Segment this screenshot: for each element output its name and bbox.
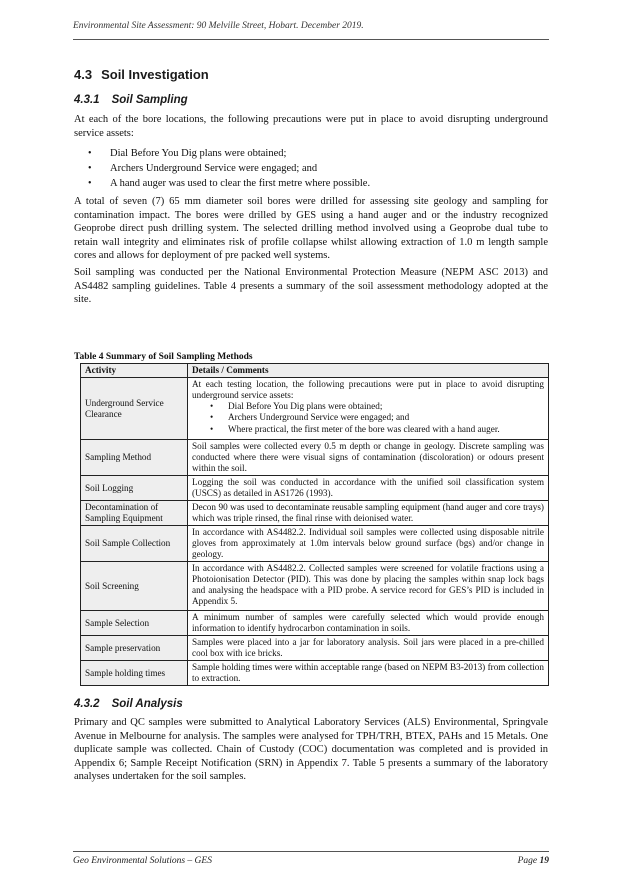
subsection-title: Soil Sampling (111, 94, 188, 106)
table-row (81, 636, 549, 661)
subsection-number: 4.3.2 (74, 698, 100, 710)
column-header-details: Details / Comments (188, 364, 549, 378)
subsection-title: Soil Analysis (111, 698, 183, 710)
table-row (81, 661, 549, 686)
intro-paragraph: At each of the bore locations, the following precautions were put in place to avoid disrupting underground service assets: (74, 114, 548, 139)
list-item: • Archers Underground Service were engaged; and (88, 162, 528, 177)
running-header: Environmental Site Assessment: 90 Melville Street, Hobart. December 2019. (73, 21, 364, 31)
table-header-row (81, 364, 549, 378)
table-row (81, 526, 549, 562)
details-list (192, 401, 544, 435)
page-label: Page (517, 856, 538, 866)
table-row (81, 378, 549, 440)
activity-cell: Sample Selection (81, 611, 188, 636)
table-row (81, 440, 549, 476)
page-number (518, 856, 549, 866)
column-header-activity: Activity (81, 364, 188, 378)
precaution-list (88, 147, 528, 191)
details-text: At each testing location, the following precautions were put in place to avoid disrupting underground service assets: (192, 379, 544, 400)
section-title: Soil Investigation (101, 67, 209, 82)
activity-cell: Decontamination of Sampling Equipment (81, 501, 188, 526)
activity-cell: Soil Logging (81, 476, 188, 501)
list-item: • Dial Before You Dig plans were obtained; (88, 147, 528, 162)
details-cell: Soil samples were collected every 0.5 m depth or change in geology. Discrete sampling was conducted where there were visual signs of contamination (discoloration) or odours present within the soil. (188, 440, 549, 476)
details-cell (188, 378, 549, 440)
subsection-heading-soil-sampling (74, 94, 188, 106)
table-row (81, 476, 549, 501)
footer-rule (73, 851, 549, 852)
list-item: • A hand auger was used to clear the first metre where possible. (88, 177, 528, 192)
subsection-heading-soil-analysis (74, 698, 183, 710)
details-cell: Sample holding times were within acceptable range (based on NEPM B3-2013) from collection to extraction. (188, 661, 549, 686)
section-heading (74, 67, 209, 82)
activity-cell: Soil Sample Collection (81, 526, 188, 562)
activity-cell: Underground Service Clearance (81, 378, 188, 440)
activity-cell: Soil Screening (81, 562, 188, 611)
page-number-value: 19 (539, 856, 549, 866)
table-row (81, 562, 549, 611)
activity-cell: Sampling Method (81, 440, 188, 476)
list-item: • Archers Underground Service were engaged; and (210, 412, 544, 423)
bores-paragraph: A total of seven (7) 65 mm diameter soil bores were drilled for assessing site geology and sampling for contamination impact. The bores were drilled by GES using a hand auger and or the industry recognized Geoprobe direct push drilling system. The selected drilling method involved using a Geoprobe dual tube to retain wall integrity and eliminates risk of profile collapse whilst allowing extraction of 1.0 m length sample cores and allows for deployment of pre packed well systems. (74, 196, 548, 262)
table-row (81, 501, 549, 526)
table-caption: Table 4 Summary of Soil Sampling Methods (74, 352, 253, 362)
list-item: • Where practical, the first meter of the bore was cleared with a hand auger. (210, 424, 544, 435)
analysis-paragraph: Primary and QC samples were submitted to Analytical Laboratory Services (ALS) Environmental, Springvale Avenue in Melbourne for analysis. The samples were analysed for TPH/TRH, BTEX, PAHs and 15 Metals. One duplicate sample was collected. Chain of Custody (COC) documentation was completed and is provided in Appendix 6; Sample Receipt Notification (SRN) in Appendix 7. Table 5 presents a summary of the laboratory analyses undertaken for the soil samples. (74, 717, 548, 783)
details-cell: Samples were placed into a jar for laboratory analysis. Soil jars were placed in a pre-chilled cool box with ice bricks. (188, 636, 549, 661)
header-rule (73, 39, 549, 40)
subsection-number: 4.3.1 (74, 94, 100, 106)
details-cell: Logging the soil was conducted in accordance with the unified soil classification system (USCS) as detailed in AS1726 (1993). (188, 476, 549, 501)
details-cell: A minimum number of samples were carefully selected which would provide enough information to identify hydrocarbon contamination in soils. (188, 611, 549, 636)
details-cell: In accordance with AS4482.2. Collected samples were screened for volatile fractions using a Photoionisation Detector (PID). This was done by placing the samples within snap lock bags and analysing the headspace with a PID probe. A service record for GES’s PID is included in Appendix 5. (188, 562, 549, 611)
table-row (81, 611, 549, 636)
details-cell: In accordance with AS4482.2. Individual soil samples were collected using disposable nitrile gloves from approximately at 1.0m intervals below ground surface (bgs) and/or change in geology. (188, 526, 549, 562)
guidelines-paragraph: Soil sampling was conducted per the National Environmental Protection Measure (NEPM ASC 2013) and AS4482 sampling guidelines. Table 4 presents a summary of the soil assessment methodology adopted at the site. (74, 267, 548, 306)
soil-sampling-methods-table (80, 363, 549, 686)
footer-company: Geo Environmental Solutions – GES (73, 856, 212, 866)
activity-cell: Sample holding times (81, 661, 188, 686)
activity-cell: Sample preservation (81, 636, 188, 661)
section-number: 4.3 (74, 67, 93, 82)
details-cell: Decon 90 was used to decontaminate reusable sampling equipment (hand auger and core trays) which was triple rinsed, the final rinse with deionised water. (188, 501, 549, 526)
list-item: • Dial Before You Dig plans were obtained; (210, 401, 544, 412)
